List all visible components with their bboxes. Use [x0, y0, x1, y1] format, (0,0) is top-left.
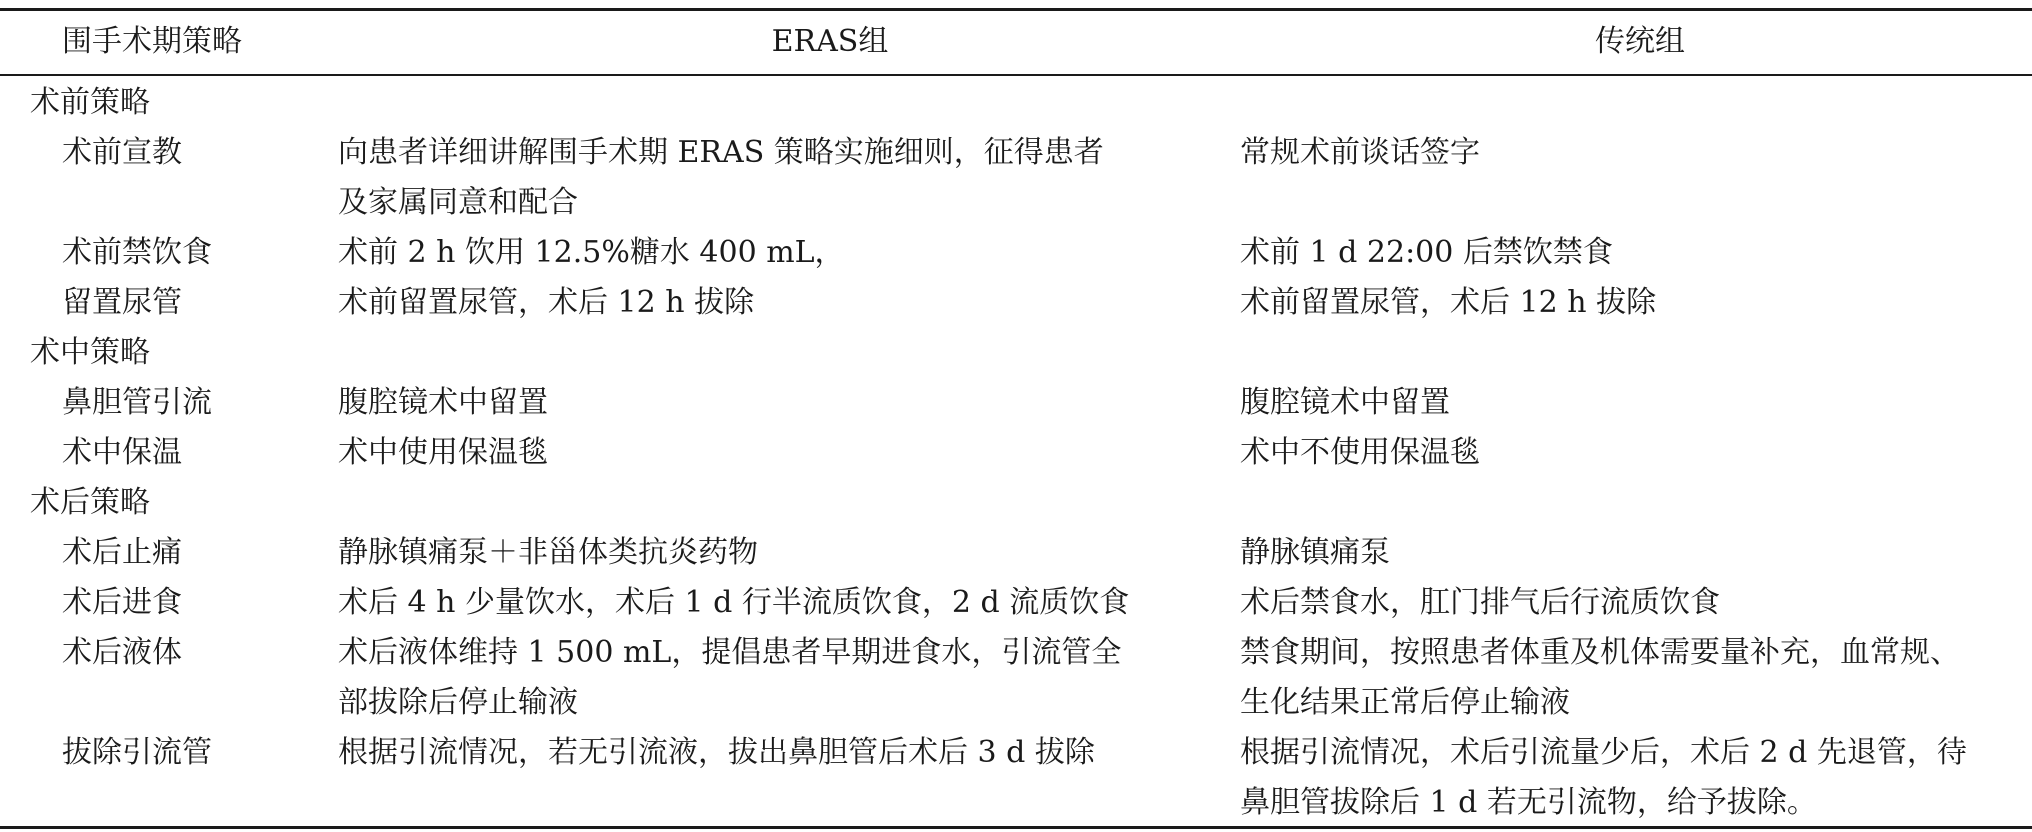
row-label: 留置尿管	[62, 285, 182, 320]
eras-cell: 术前留置尿管，术后 12 h 拔除	[338, 285, 755, 320]
row-label: 术后止痛	[62, 535, 182, 570]
traditional-cell-cont: 鼻胆管拔除后 1 d 若无引流物，给予拔除。	[1240, 785, 1817, 820]
row-label: 术前宣教	[62, 135, 182, 170]
section-preop: 术前策略	[30, 85, 150, 120]
row-label: 术后液体	[62, 635, 182, 670]
header-col-eras: ERAS组	[771, 24, 889, 59]
traditional-cell-cont: 生化结果正常后停止输液	[1240, 685, 1570, 720]
row-label: 鼻胆管引流	[62, 385, 212, 420]
eras-cell-cont: 部拔除后停止输液	[338, 685, 578, 720]
section-intraop: 术中策略	[30, 335, 150, 370]
row-label: 术前禁饮食	[62, 235, 212, 270]
eras-cell: 腹腔镜术中留置	[338, 385, 548, 420]
row-label: 拔除引流管	[62, 735, 212, 770]
traditional-cell: 根据引流情况，术后引流量少后，术后 2 d 先退管，待	[1240, 735, 1967, 770]
header-col-strategy: 围手术期策略	[62, 24, 242, 59]
header-rule	[0, 74, 2032, 76]
traditional-cell: 术前 1 d 22:00 后禁饮禁食	[1240, 235, 1613, 270]
traditional-cell: 禁食期间，按照患者体重及机体需要量补充，血常规、	[1240, 635, 1960, 670]
eras-cell: 术中使用保温毯	[338, 435, 548, 470]
header-col-traditional: 传统组	[1595, 24, 1685, 59]
eras-cell: 术前 2 h 饮用 12.5%糖水 400 mL，	[338, 235, 845, 270]
traditional-cell: 术后禁食水，肛门排气后行流质饮食	[1240, 585, 1720, 620]
eras-cell: 静脉镇痛泵＋非甾体类抗炎药物	[338, 535, 758, 570]
traditional-cell: 术中不使用保温毯	[1240, 435, 1480, 470]
eras-cell: 向患者详细讲解围手术期 ERAS 策略实施细则，征得患者	[338, 135, 1104, 170]
traditional-cell: 常规术前谈话签字	[1240, 135, 1480, 170]
top-rule	[0, 8, 2032, 11]
traditional-cell: 静脉镇痛泵	[1240, 535, 1390, 570]
traditional-cell: 术前留置尿管，术后 12 h 拔除	[1240, 285, 1657, 320]
section-postop: 术后策略	[30, 485, 150, 520]
eras-cell: 术后液体维持 1 500 mL，提倡患者早期进食水，引流管全	[338, 635, 1122, 670]
traditional-cell: 腹腔镜术中留置	[1240, 385, 1450, 420]
eras-cell-cont: 及家属同意和配合	[338, 185, 578, 220]
row-label: 术后进食	[62, 585, 182, 620]
row-label: 术中保温	[62, 435, 182, 470]
eras-cell: 根据引流情况，若无引流液，拔出鼻胆管后术后 3 d 拔除	[338, 735, 1095, 770]
eras-cell: 术后 4 h 少量饮水，术后 1 d 行半流质饮食，2 d 流质饮食	[338, 585, 1130, 620]
